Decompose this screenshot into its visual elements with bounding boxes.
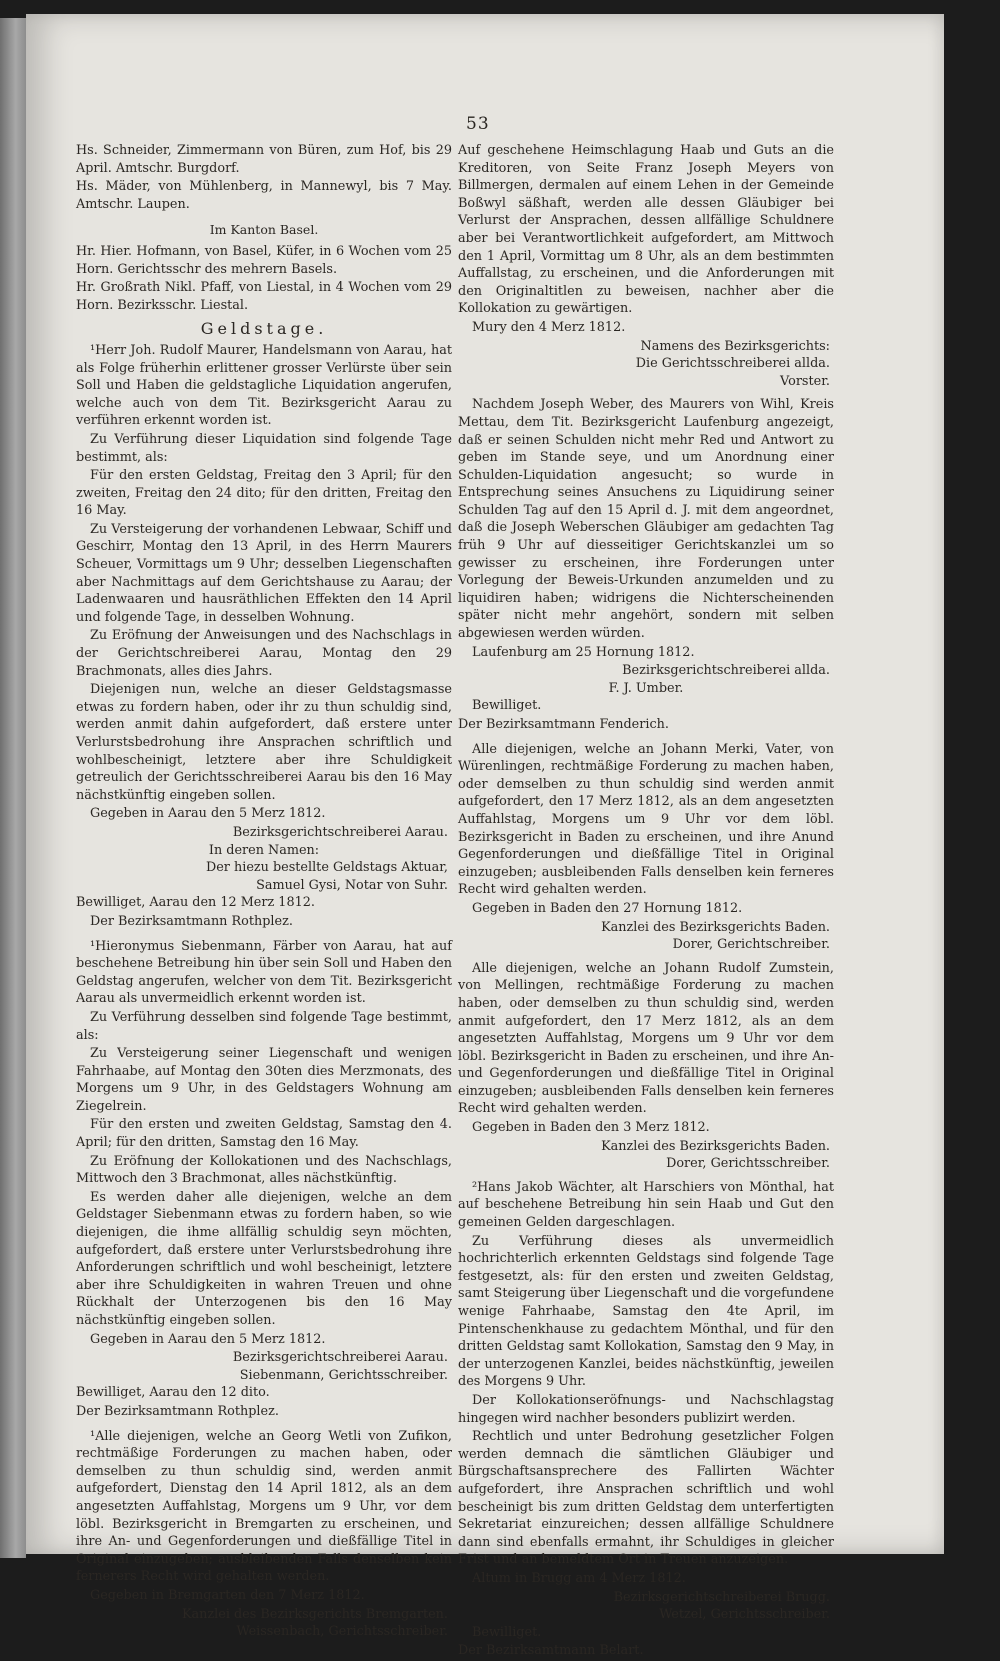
right-column — [458, 142, 834, 1661]
official-line: Der Bezirksamtmann Rothplez. — [76, 1403, 279, 1419]
approval-line: Bewilliget. — [472, 1624, 542, 1640]
signature-line: Siebenmann, Gerichtsschreiber. — [239, 1367, 448, 1383]
notice-paragraph: Zu Verführung dieses als unvermeidlich hochrichterlich erkennten Geldstags sind folgende Tage festgesetzt, als: für den ersten und zweiten Geldstag, samt Steigerung über Liegenschaft und die vorgefundene wenige Fahrhaabe, Samstag den 4te April, im Pintenschenkhause zu gedachtem Mönthal, und für den dritten Geldstag samt Kollokation, Samstag den 9 May, in der unterzogenen Kanzlei, beides nächstkünftig, jeweilen des Morgens 9 Uhr. — [458, 1233, 834, 1390]
signature-line: Bezirksgerichtschreiberei Aarau. — [232, 1350, 448, 1366]
signature-line: Samuel Gysi, Notar von Suhr. — [256, 877, 448, 893]
notice-paragraph: Diejenigen nun, welche an dieser Geldstagsmasse etwas zu fordern haben, oder ihr zu thun schuldig sind, werden anmit dahin aufgefordert, daß erstere unter Verlurstsbedrohung ihre Ansprachen schriftlich und wohlbescheinigt, letztere aber ihre Schuldigkeit getreulich der Gerichtsschreiberei Aarau bis den 16 May nächstkünftig eingeben sollen. — [76, 682, 452, 803]
signature-line: Namens des Bezirksgerichts: — [640, 338, 830, 354]
notice-paragraph: Zu Verführung desselben sind folgende Tage bestimmt, als: — [76, 1009, 452, 1043]
notice-entry: Hs. Schneider, Zimmermann von Büren, zum Hof, bis 29 April. Amtschr. Burgdorf. — [76, 143, 452, 176]
notice-paragraph: ¹Herr Joh. Rudolf Maurer, Handelsmann von Aarau, hat als Folge früherhin erlittener grosser Verlürste über sein Soll und Haben die geldstagliche Liquidation angerufen, welche auch von dem Tit. Bezirksgericht Aarau zu verführen erkennt worden ist. — [76, 342, 452, 429]
approval-line: Bewilliget. — [472, 698, 542, 714]
signature-line: Bezirksgerichtschreiberei Aarau. — [232, 824, 448, 840]
notice-date: Gegeben in Baden den 27 Hornung 1812. — [472, 900, 743, 916]
approval-line: Bewilliget, Aarau den 12 Merz 1812. — [76, 895, 315, 911]
newspaper-page — [26, 14, 944, 1659]
signature-line: F. J. Umber. — [608, 680, 684, 696]
notice-paragraph: Zu Versteigerung seiner Liegenschaft und wenigen Fahrhaabe, auf Montag den 30ten dies Merzmonats, des Morgens um 9 Uhr, in des Geldstagers Wohnung am Ziegelrein. — [76, 1046, 452, 1114]
signature-line: Vorster. — [780, 373, 830, 389]
page-number: 53 — [466, 114, 490, 134]
notice-paragraph: Es werden daher alle diejenigen, welche an dem Geldstager Siebenmann etwas zu fordern haben, so wie diejenigen, die ihme allfällig schuldig seyn möchten, aufgefordert, daß erstere unter Verlurstsbedrohung ihre Anforderungen schriftlich und wohl bescheinigt, letztere aber ihre Schuldigkeiten in wahren Treuen und ohne Rückhalt der Unterzogenen bis den 16 May nächstkünftig eingeben sollen. — [76, 1189, 452, 1328]
notice-paragraph: Zu Verführung dieser Liquidation sind folgende Tage bestimmt, als: — [76, 431, 452, 465]
notice-paragraph: ¹Hieronymus Siebenmann, Färber von Aarau, hat auf beschehene Betreibung hin über sein Soll und Haben den Geldstag angerufen, welcher von dem Tit. Bezirksgericht Aarau als unvermeidlich erkennt worden ist. — [76, 938, 452, 1007]
signature-line: In deren Namen: — [208, 842, 320, 858]
notice-date: Laufenburg am 25 Hornung 1812. — [472, 644, 695, 660]
notice-paragraph: Der Kollokationseröfnungs- und Nachschlagstag hingegen wird nachher besonders publizirt werden. — [458, 1392, 834, 1426]
signature-line: Weissenbach, Gerichtsschreiber. — [236, 1624, 448, 1640]
signature-line: Kanzlei des Bezirksgerichts Baden. — [601, 919, 830, 935]
notice-entry: Hr. Hier. Hofmann, von Basel, Küfer, in 6 Wochen vom 25 Horn. Gerichtsschr des mehrern Basels. — [76, 243, 452, 277]
notice-date: Gegeben in Baden den 3 Merz 1812. — [472, 1120, 710, 1136]
notice-entry: Hr. Großrath Nikl. Pfaff, von Liestal, in 4 Wochen vom 29 Horn. Bezirksschr. Liestal. — [76, 280, 452, 313]
canton-heading: Im Kanton Basel. — [209, 222, 319, 238]
adjacent-page-edge — [0, 18, 26, 1558]
notice-paragraph: Für den ersten Geldstag, Freitag den 3 April; für den zweiten, Freitag den 24 dito; für den dritten, Freitag den 16 May. — [76, 468, 452, 519]
notice-date: Mury den 4 Merz 1812. — [472, 319, 626, 335]
signature-line: Der hiezu bestellte Geldstags Aktuar, — [205, 860, 448, 876]
signature-line: Dorer, Gerichtsschreiber. — [666, 1156, 830, 1172]
notice-paragraph: Zu Eröfnung der Kollokationen und des Nachschlags, Mittwoch den 3 Brachmonat, alles nächstkünftig. — [76, 1153, 452, 1187]
signature-line: Dorer, Gerichtschreiber. — [672, 937, 830, 953]
signature-line: Die Gerichtsschreiberei allda. — [635, 356, 830, 372]
left-column — [76, 142, 452, 1641]
notice-date: Gegeben in Bremgarten den 7 Merz 1812. — [90, 1587, 365, 1603]
signature-line: Bezirksgerichtschreiberei allda. — [622, 663, 830, 679]
notice-date: Gegeben in Aarau den 5 Merz 1812. — [90, 806, 326, 822]
notice-paragraph: Rechtlich und unter Bedrohung gesetzlicher Folgen werden demnach die sämtlichen Gläubiger und Bürgschaftsansprechere des Fallirten Wächter aufgefordert, ihre Ansprachen schriftlich und wohl bescheinigt bis zum dritten Geldstag dem unterfertigten Sekretariat einzureichen; dessen allfällige Schuldnere dann sind ebenfalls ermahnt, ihr Schuldiges in gleicher Frist und an bemeldtem Ort in Treuen anzuzeigen. — [458, 1429, 834, 1568]
notice-paragraph: Zu Versteigerung der vorhandenen Lebwaar, Schiff und Geschirr, Montag den 13 April, in des Herrn Maurers Scheuer, Vormittags um 9 Uhr; desselben Liegenschaften aber Nachmittags auf dem Gerichtshause zu Aarau; der Ladenwaaren und hausräthlichen Effekten den 14 April und folgende Tage, in desselben Wohnung. — [76, 521, 452, 625]
notice-paragraph: Auf geschehene Heimschlagung Haab und Guts an die Kreditoren, von Seite Franz Joseph Meyers von Billmergen, dermalen auf einem Lehen in der Gemeinde Boßwyl säßhaft, werden alle dessen Gläubiger bei Verlurst der Ansprachen, dessen allfällige Schuldnere aber bei Verantwortlichkeit aufgefordert, am Mittwoch den 1 April, Vormittag um 8 Uhr, als an dem bestimmten Auffallstag, zu erscheinen, und die Anforderungen mit den Originaltitlen zu beweisen, nachher aber die Kollokation zu gewärtigen. — [458, 143, 834, 317]
signature-line: Kanzlei des Bezirksgerichts Bremgarten. — [181, 1606, 448, 1622]
notice-date: Gegeben in Aarau den 5 Merz 1812. — [90, 1331, 326, 1347]
official-line: Der Bezirksamtmann Belart. — [458, 1643, 644, 1659]
signature-line: Wetzel, Gerichtsschreiber. — [659, 1607, 830, 1623]
notice-date: Altum in Brugg am 4 Merz 1812. — [472, 1570, 686, 1586]
approval-line: Bewilliget, Aarau den 12 dito. — [76, 1385, 270, 1401]
notice-paragraph: Für den ersten und zweiten Geldstag, Samstag den 4. April; für den dritten, Samstag den 16 May. — [76, 1117, 452, 1151]
notice-paragraph: Zu Eröfnung der Anweisungen und des Nachschlags in der Gerichtschreiberei Aarau, Montag den 29 Brachmonats, alles dies Jahrs. — [76, 628, 452, 679]
notice-paragraph: Alle diejenigen, welche an Johann Merki, Vater, von Würenlingen, rechtmäßige Forderung zu machen haben, oder demselben zu thun schuldig sind werden anmit aufgefordert, den 17 Merz 1812, als an dem angesetzten Auffahlstag, Morgens um 9 Uhr vor dem löbl. Bezirksgericht in Baden zu erscheinen, und ihre Anund Gegenforderungen und dießfällige Titel in Original einzugeben; ausbleibenden Falls denselben kein ferneres Recht wird gehalten werden. — [458, 741, 834, 898]
notice-paragraph: ¹Alle diejenigen, welche an Georg Wetli von Zufikon, rechtmäßige Forderungen zu machen haben, oder demselben zu thun schuldig sind, werden anmit aufgefordert, Dienstag den 14 April 1812, als an dem angesetzten Auffahlstag, Morgens um 9 Uhr, vor dem löbl. Bezirksgericht in Bremgarten zu erscheinen, und ihre An- und Gegenforderungen und dießfällige Titel in Original einzugeben; ausbleibenden Falls denselben kein fernerers Recht wird gehalten werden. — [76, 1428, 452, 1585]
section-title: Geldstage. — [200, 319, 328, 339]
notice-paragraph: Alle diejenigen, welche an Johann Rudolf Zumstein, von Mellingen, rechtmäßige Forderung zu machen haben, oder demselben zu thun schuldig sind, werden anmit aufgefordert, den 17 Merz 1812, als an dem angesetzten Auffahlstag, Morgens um 9 Uhr vor dem löbl. Bezirksgericht in Baden zu erscheinen, und ihre An- und Gegenforderungen und dießfällige Titel in Original einzugeben; ausbleibenden Falls denselben kein ferneres Recht wird gehalten werden. — [458, 960, 834, 1117]
official-line: Der Bezirksamtmann Fenderich. — [458, 717, 669, 732]
notice-entry: Hs. Mäder, von Mühlenberg, in Mannewyl, bis 7 May. Amtschr. Laupen. — [76, 179, 452, 212]
signature-line: Bezirksgerichtschreiberei Brugg. — [613, 1589, 830, 1605]
signature-line: Kanzlei des Bezirksgerichts Baden. — [601, 1138, 830, 1154]
official-line: Der Bezirksamtmann Rothplez. — [90, 913, 293, 929]
notice-paragraph: Nachdem Joseph Weber, des Maurers von Wihl, Kreis Mettau, dem Tit. Bezirksgericht Laufenburg angezeigt, daß er seinen Schulden nicht mehr Red und Antwort zu geben im Stande seye, und um Anordnung einer Schulden-Liquidation angesucht; so wurde in Entsprechung seines Ansuchens zu Liquidirung seiner Schulden Tag auf den 15 April d. J. mit dem angeordnet, daß die Joseph Weberschen Gläubiger am gedachten Tag früh 9 Uhr auf diesseitiger Gerichtskanzlei um so gewisser zu erscheinen, ihre Forderungen unter Vorlegung der Beweis-Urkunden anzumelden und zu liquidiren haben; widrigens die Nichterscheinenden später nicht mehr angehört, sondern mit selben abgewiesen werden würden. — [458, 397, 834, 642]
notice-paragraph: ²Hans Jakob Wächter, alt Harschiers von Mönthal, hat auf beschehene Betreibung hin sein Haab und Gut den gemeinen Gelden dargeschlagen. — [458, 1179, 834, 1231]
